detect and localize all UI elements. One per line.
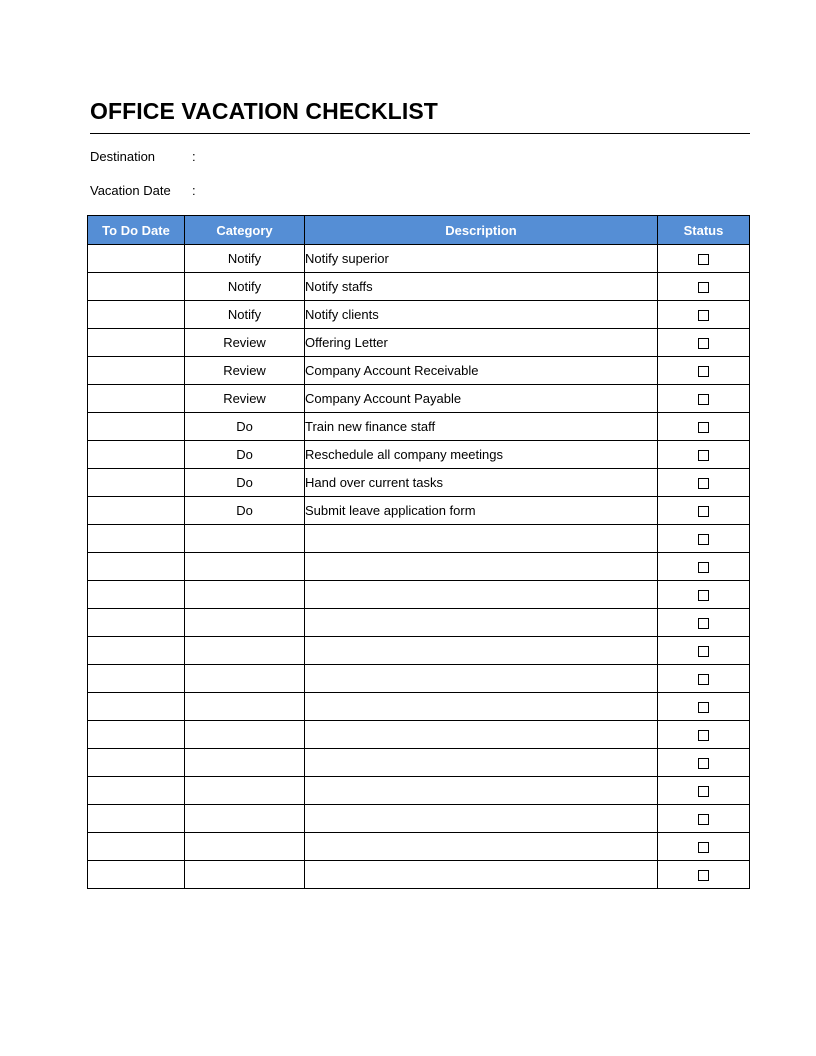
vacation-date-label: Vacation Date: [90, 183, 171, 198]
description-cell[interactable]: Company Account Payable: [305, 385, 658, 413]
table-row: [88, 245, 750, 273]
checklist-body: [88, 245, 750, 889]
description-cell[interactable]: Reschedule all company meetings: [305, 441, 658, 469]
status-checkbox[interactable]: [698, 618, 709, 629]
status-cell: [658, 637, 750, 665]
todo-date-cell[interactable]: [88, 357, 185, 385]
category-cell[interactable]: Review: [185, 385, 305, 413]
category-cell[interactable]: [185, 861, 305, 889]
table-row: [88, 469, 750, 497]
todo-date-cell[interactable]: [88, 861, 185, 889]
description-cell[interactable]: Offering Letter: [305, 329, 658, 357]
table-row: [88, 385, 750, 413]
column-header-status: Status: [658, 216, 750, 245]
page-title: OFFICE VACATION CHECKLIST: [90, 98, 438, 124]
category-cell[interactable]: Review: [185, 329, 305, 357]
description-cell[interactable]: Hand over current tasks: [305, 469, 658, 497]
status-checkbox[interactable]: [698, 814, 709, 825]
table-header-row: [88, 216, 750, 245]
todo-date-cell[interactable]: [88, 553, 185, 581]
description-cell[interactable]: [305, 581, 658, 609]
table-row: [88, 413, 750, 441]
description-cell[interactable]: [305, 693, 658, 721]
status-checkbox[interactable]: [698, 506, 709, 517]
status-checkbox[interactable]: [698, 310, 709, 321]
vacation-date-separator: :: [192, 183, 196, 198]
table-row: [88, 301, 750, 329]
column-header-category: Category: [185, 216, 305, 245]
table-row: [88, 693, 750, 721]
todo-date-cell[interactable]: [88, 441, 185, 469]
category-cell[interactable]: [185, 553, 305, 581]
todo-date-cell[interactable]: [88, 525, 185, 553]
status-cell: [658, 665, 750, 693]
description-cell[interactable]: [305, 553, 658, 581]
description-cell[interactable]: Notify superior: [305, 245, 658, 273]
category-cell[interactable]: Do: [185, 469, 305, 497]
status-checkbox[interactable]: [698, 562, 709, 573]
status-cell: [658, 693, 750, 721]
todo-date-cell[interactable]: [88, 301, 185, 329]
todo-date-cell[interactable]: [88, 245, 185, 273]
table-row: [88, 525, 750, 553]
status-checkbox[interactable]: [698, 422, 709, 433]
description-cell[interactable]: Submit leave application form: [305, 497, 658, 525]
status-checkbox[interactable]: [698, 590, 709, 601]
category-cell[interactable]: [185, 665, 305, 693]
todo-date-cell[interactable]: [88, 833, 185, 861]
category-cell[interactable]: [185, 805, 305, 833]
todo-date-cell[interactable]: [88, 637, 185, 665]
description-cell[interactable]: [305, 749, 658, 777]
description-cell[interactable]: [305, 805, 658, 833]
status-cell: [658, 385, 750, 413]
status-cell: [658, 413, 750, 441]
status-checkbox[interactable]: [698, 702, 709, 713]
category-cell[interactable]: [185, 609, 305, 637]
status-cell: [658, 301, 750, 329]
description-cell[interactable]: [305, 833, 658, 861]
destination-field: [90, 149, 200, 164]
status-cell: [658, 861, 750, 889]
status-checkbox[interactable]: [698, 450, 709, 461]
checklist-table: [87, 215, 750, 889]
todo-date-cell[interactable]: [88, 581, 185, 609]
title-divider: [90, 133, 750, 134]
status-cell: [658, 357, 750, 385]
category-cell[interactable]: [185, 777, 305, 805]
category-cell[interactable]: Notify: [185, 245, 305, 273]
todo-date-cell[interactable]: [88, 469, 185, 497]
table-row: [88, 609, 750, 637]
todo-date-cell[interactable]: [88, 329, 185, 357]
category-cell[interactable]: [185, 693, 305, 721]
category-cell[interactable]: Do: [185, 497, 305, 525]
table-row: [88, 329, 750, 357]
table-row: [88, 833, 750, 861]
status-checkbox[interactable]: [698, 282, 709, 293]
status-checkbox[interactable]: [698, 786, 709, 797]
status-checkbox[interactable]: [698, 730, 709, 741]
destination-label: Destination: [90, 149, 156, 164]
status-cell: [658, 805, 750, 833]
description-cell[interactable]: Train new finance staff: [305, 413, 658, 441]
status-checkbox[interactable]: [698, 366, 709, 377]
status-checkbox[interactable]: [698, 646, 709, 657]
description-cell[interactable]: [305, 721, 658, 749]
status-cell: [658, 441, 750, 469]
column-header-description: Description: [305, 216, 658, 245]
status-checkbox[interactable]: [698, 842, 709, 853]
status-cell: [658, 273, 750, 301]
table-row: [88, 581, 750, 609]
status-cell: [658, 833, 750, 861]
category-cell[interactable]: [185, 637, 305, 665]
todo-date-cell[interactable]: [88, 497, 185, 525]
table-row: [88, 665, 750, 693]
column-header-date: To Do Date: [88, 216, 185, 245]
table-row: [88, 441, 750, 469]
status-checkbox[interactable]: [698, 478, 709, 489]
todo-date-cell[interactable]: [88, 665, 185, 693]
table-row: [88, 721, 750, 749]
todo-date-cell[interactable]: [88, 609, 185, 637]
table-row: [88, 749, 750, 777]
status-cell: [658, 721, 750, 749]
category-cell[interactable]: [185, 833, 305, 861]
category-cell[interactable]: [185, 749, 305, 777]
category-cell[interactable]: [185, 581, 305, 609]
status-checkbox[interactable]: [698, 674, 709, 685]
description-cell[interactable]: [305, 609, 658, 637]
status-cell: [658, 525, 750, 553]
todo-date-cell[interactable]: [88, 385, 185, 413]
status-cell: [658, 777, 750, 805]
description-cell[interactable]: [305, 777, 658, 805]
category-cell[interactable]: [185, 525, 305, 553]
todo-date-cell[interactable]: [88, 749, 185, 777]
description-cell[interactable]: [305, 525, 658, 553]
description-cell[interactable]: [305, 665, 658, 693]
status-cell: [658, 245, 750, 273]
status-checkbox[interactable]: [698, 394, 709, 405]
table-row: [88, 273, 750, 301]
category-cell[interactable]: Do: [185, 413, 305, 441]
table-row: [88, 861, 750, 889]
status-checkbox[interactable]: [698, 254, 709, 265]
todo-date-cell[interactable]: [88, 413, 185, 441]
vacation-date-field: [90, 183, 200, 198]
category-cell[interactable]: [185, 721, 305, 749]
destination-separator: :: [192, 149, 196, 164]
status-cell: [658, 469, 750, 497]
status-cell: [658, 609, 750, 637]
status-cell: [658, 553, 750, 581]
table-row: [88, 553, 750, 581]
status-checkbox[interactable]: [698, 338, 709, 349]
description-cell[interactable]: Notify staffs: [305, 273, 658, 301]
category-cell[interactable]: Review: [185, 357, 305, 385]
todo-date-cell[interactable]: [88, 273, 185, 301]
todo-date-cell[interactable]: [88, 805, 185, 833]
table-row: [88, 805, 750, 833]
table-row: [88, 497, 750, 525]
status-cell: [658, 497, 750, 525]
status-cell: [658, 329, 750, 357]
description-cell[interactable]: Notify clients: [305, 301, 658, 329]
status-checkbox[interactable]: [698, 534, 709, 545]
status-checkbox[interactable]: [698, 758, 709, 769]
table-row: [88, 357, 750, 385]
category-cell[interactable]: Notify: [185, 301, 305, 329]
todo-date-cell[interactable]: [88, 721, 185, 749]
category-cell[interactable]: Notify: [185, 273, 305, 301]
table-row: [88, 777, 750, 805]
todo-date-cell[interactable]: [88, 777, 185, 805]
status-cell: [658, 581, 750, 609]
category-cell[interactable]: Do: [185, 441, 305, 469]
description-cell[interactable]: [305, 861, 658, 889]
description-cell[interactable]: [305, 637, 658, 665]
todo-date-cell[interactable]: [88, 693, 185, 721]
status-cell: [658, 749, 750, 777]
table-row: [88, 637, 750, 665]
description-cell[interactable]: Company Account Receivable: [305, 357, 658, 385]
status-checkbox[interactable]: [698, 870, 709, 881]
